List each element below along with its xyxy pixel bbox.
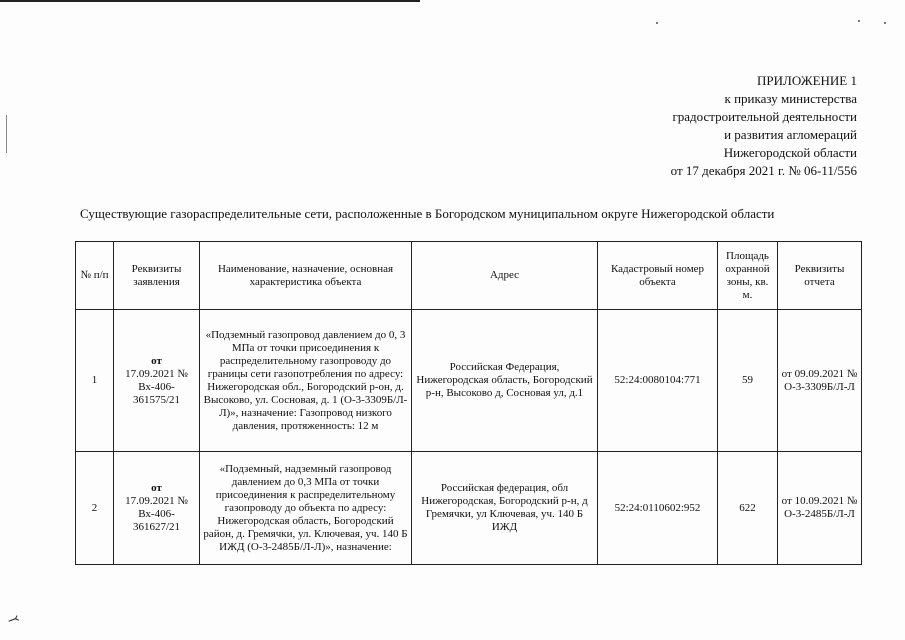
appendix-header xyxy=(597,72,857,180)
table-row xyxy=(76,452,862,565)
application-ot: от xyxy=(151,482,162,494)
order-ref-line: к приказу министерства xyxy=(724,91,857,106)
cell-application xyxy=(114,452,200,565)
application-details: 17.09.2021 № Вх-406-361627/21 xyxy=(125,495,188,533)
header-address: Адрес xyxy=(412,242,598,310)
cell-report: от 09.09.2021 № О-3-3309Б/Л-Л xyxy=(778,310,862,452)
cell-cadastral: 52:24:0080104:771 xyxy=(598,310,718,452)
document-title: Существующие газораспределительные сети, расположенные в Богородском муниципальном округе Нижегородской области xyxy=(80,206,775,221)
scan-speck xyxy=(858,20,860,22)
header-cadastral: Кадастровый номер объекта xyxy=(598,242,718,310)
table-header-row xyxy=(76,242,862,310)
cell-area: 622 xyxy=(718,452,778,565)
cell-address: Российская Федерация, Нижегородская область, Богородский р-н, Высоково д, Сосновая ул, д.1 xyxy=(412,310,598,452)
scan-edge-line xyxy=(0,0,420,2)
header-report: Реквизиты отчета xyxy=(778,242,862,310)
header-description: Наименование, назначение, основная характеристика объекта xyxy=(200,242,412,310)
application-details: 17.09.2021 № Вх-406-361575/21 xyxy=(125,367,188,406)
cell-number: 2 xyxy=(76,452,114,565)
ministry-line: и развития агломераций xyxy=(724,127,857,142)
header-number: № п/п xyxy=(76,242,114,310)
table-row xyxy=(76,310,862,452)
cell-cadastral: 52:24:0110602:952 xyxy=(598,452,718,565)
cell-description xyxy=(200,452,412,565)
application-ot: от xyxy=(151,354,162,367)
region-line: Нижегородской области xyxy=(723,145,857,160)
cell-number: 1 xyxy=(76,310,114,452)
scan-speck xyxy=(656,22,658,24)
cell-application xyxy=(114,310,200,452)
gas-network-table xyxy=(75,241,862,565)
header-application: Реквизиты заявления xyxy=(114,242,200,310)
order-date-line: от 17 декабря 2021 г. № 06-11/556 xyxy=(670,163,857,178)
scan-corner-mark: ⤙ xyxy=(5,611,22,630)
description-text: «Подземный, надземный газопровод давлением до 0,3 МПа от точки присоединения к распределительному газопроводу до объекта по адресу: Нижегородская область, Богородский район, д. Гремячки, ул. Ключевая, уч. 140 Б ИЖД (О-3-2485Б/Л-Л)», назначение: xyxy=(203,462,408,553)
cell-description: «Подземный газопровод давлением до 0, 3 МПа от точки присоединения к распределительному газопроводу до границы сети газопотребления по адресу: Нижегородская обл., Богородский р-он, д. Высоково, ул. Сосновая, д. 1 (О-3-3309Б/Л-Л)», назначение: Газопровод низкого давления, протяженность: 12 м xyxy=(200,310,412,452)
cell-report: от 10.09.2021 № О-3-2485Б/Л-Л xyxy=(778,452,862,565)
header-area: Площадь охранной зоны, кв. м. xyxy=(718,242,778,310)
scan-margin-mark xyxy=(6,115,7,153)
cell-address: Российская федерация, обл Нижегородская, Богородский р-н, д Гремячки, ул Ключевая, уч. 140 Б ИЖД xyxy=(412,452,598,565)
ministry-line: градостроительной деятельности xyxy=(672,109,857,124)
scan-speck xyxy=(884,22,886,24)
cell-area: 59 xyxy=(718,310,778,452)
appendix-label: ПРИЛОЖЕНИЕ 1 xyxy=(757,73,857,88)
